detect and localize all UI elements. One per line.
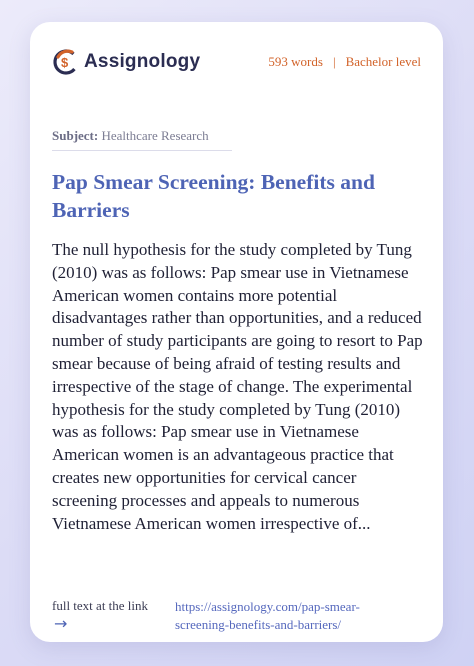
essay-meta [268, 54, 421, 70]
subject-line [52, 128, 209, 144]
full-text-link[interactable]: https://assignology.com/pap-smear-screening-benefits-and-barriers/ [175, 599, 360, 632]
assignology-logo-icon [52, 47, 82, 77]
svg-text:$: $ [61, 55, 69, 70]
card-header [52, 44, 421, 80]
academic-level: Bachelor level [345, 54, 421, 69]
word-count: 593 words [268, 54, 323, 69]
subject-divider [52, 150, 232, 151]
meta-separator: | [332, 54, 336, 69]
subject-label: Subject: [52, 128, 99, 143]
essay-title: Pap Smear Screening: Benefits and Barriers [52, 170, 375, 222]
essay-excerpt: The null hypothesis for the study completed by Tung (2010) was as follows: Pap smear use in Vietnamese American women contains more potential disadvantages rather than opportunities, and a reduced number of study participants are going to resort to Pap smear because of being afraid of testing results and irrespective of the stage of change. The experimental hypothesis for the study completed by Tung (2010) was as follows: Pap smear use in Vietnamese American women is an advantageous practice that creates new opportunities for cervical cancer screening processes and appeals to numerous Vietnamese American women irrespective of... [52, 240, 423, 533]
brand-logo[interactable] [52, 46, 200, 78]
subject-value: Healthcare Research [101, 128, 209, 143]
essay-preview-card [30, 22, 443, 642]
brand-name: Assignology [84, 51, 201, 72]
full-text-label: full text at the link [52, 598, 149, 613]
arrow-right-icon[interactable]: → [54, 614, 68, 633]
